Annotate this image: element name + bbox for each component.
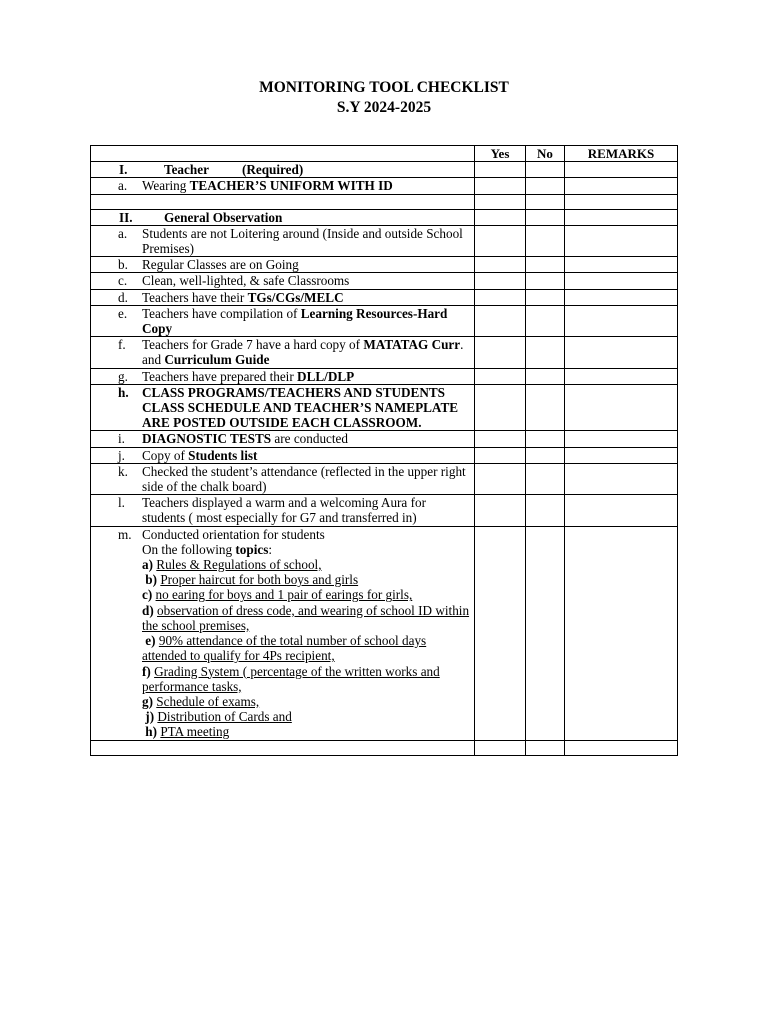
- topic-item: j) Distribution of Cards and: [145, 709, 292, 725]
- remarks-cell[interactable]: [565, 495, 678, 526]
- table-row: [91, 257, 678, 273]
- item-text: Wearing TEACHER’S UNIFORM WITH ID: [142, 178, 393, 194]
- item-label: k.: [118, 463, 128, 479]
- item-text: Teachers for Grade 7 have a hard copy of MATATAG Curr. and Curriculum Guide: [142, 337, 464, 368]
- item-text: Clean, well-lighted, & safe Classrooms: [142, 273, 350, 289]
- remarks-cell[interactable]: [565, 368, 678, 384]
- section-title: Teacher (Required): [164, 162, 304, 178]
- remarks-cell[interactable]: [565, 225, 678, 256]
- item-text: Students are not Loitering around (Inside and outside School Premises): [142, 225, 463, 257]
- school-year: S.Y 2024-2025: [336, 99, 432, 116]
- remarks-cell[interactable]: [565, 162, 678, 178]
- yes-cell[interactable]: [475, 209, 526, 225]
- table-row: [91, 495, 678, 526]
- no-column-header: No: [526, 146, 565, 162]
- remarks-cell[interactable]: [565, 194, 678, 209]
- no-cell[interactable]: [526, 162, 565, 178]
- no-cell[interactable]: [526, 209, 565, 225]
- topic-item: g) Schedule of exams,: [142, 693, 260, 709]
- table-row: [91, 368, 678, 384]
- item-text: Teachers have their TGs/CGs/MELC: [142, 289, 344, 305]
- blank-row: [91, 194, 678, 209]
- item-text: DIAGNOSTIC TESTS are conducted: [142, 431, 349, 447]
- no-cell[interactable]: [526, 225, 565, 256]
- table-row: [91, 384, 678, 431]
- item-text: Teachers have compilation of Learning Resources-Hard Copy: [142, 305, 448, 337]
- section-numeral: I.: [119, 162, 128, 178]
- remarks-cell[interactable]: [565, 273, 678, 289]
- section-row: [91, 209, 678, 225]
- yes-cell[interactable]: [475, 495, 526, 526]
- topic-item: f) Grading System ( percentage of the written works and performance tasks,: [142, 663, 440, 694]
- no-cell[interactable]: [526, 178, 565, 194]
- topic-item: d) observation of dress code, and wearing of school ID within the school premises,: [142, 602, 470, 633]
- table-row: [91, 289, 678, 305]
- no-cell[interactable]: [526, 495, 565, 526]
- remarks-cell[interactable]: [565, 463, 678, 494]
- yes-cell[interactable]: [475, 257, 526, 273]
- item-label: c.: [118, 273, 128, 289]
- item-label: h.: [118, 384, 129, 400]
- section-title: General Observation: [164, 209, 283, 225]
- no-cell[interactable]: [526, 526, 565, 740]
- item-column-header: [91, 146, 475, 162]
- topic-item: c) no earing for boys and 1 pair of earings for girls,: [142, 587, 413, 603]
- header-row: [91, 146, 678, 162]
- item-label: m.: [118, 526, 132, 542]
- item-label: g.: [118, 368, 128, 384]
- item-text: [142, 527, 474, 740]
- remarks-cell[interactable]: [565, 447, 678, 463]
- no-cell[interactable]: [526, 463, 565, 494]
- remarks-cell[interactable]: [565, 305, 678, 336]
- section-numeral: II.: [119, 209, 133, 225]
- remarks-cell[interactable]: [565, 178, 678, 194]
- remarks-cell[interactable]: [565, 289, 678, 305]
- table-row: [91, 526, 678, 740]
- table-row: [91, 273, 678, 289]
- yes-cell[interactable]: [475, 289, 526, 305]
- yes-cell[interactable]: [475, 225, 526, 256]
- yes-column-header: Yes: [475, 146, 526, 162]
- table-row: [91, 225, 678, 256]
- item-text: Copy of Students list: [142, 447, 258, 463]
- no-cell[interactable]: [526, 257, 565, 273]
- yes-cell[interactable]: [475, 526, 526, 740]
- remarks-cell[interactable]: [565, 384, 678, 431]
- yes-cell[interactable]: [475, 162, 526, 178]
- yes-cell[interactable]: [475, 740, 526, 755]
- section-row: [91, 162, 678, 178]
- remarks-cell[interactable]: [565, 257, 678, 273]
- no-cell[interactable]: [526, 289, 565, 305]
- topic-item: h) PTA meeting: [145, 724, 230, 740]
- item-text: Checked the student’s attendance (reflected in the upper right side of the chalk board): [142, 463, 466, 495]
- topics-intro: On the following topics:: [142, 541, 273, 557]
- item-label: i.: [118, 431, 125, 447]
- remarks-cell[interactable]: [565, 526, 678, 740]
- remarks-cell[interactable]: [565, 209, 678, 225]
- yes-cell[interactable]: [475, 447, 526, 463]
- remarks-cell[interactable]: [565, 431, 678, 447]
- item-label: a.: [118, 178, 128, 194]
- yes-cell[interactable]: [475, 384, 526, 431]
- no-cell[interactable]: [526, 447, 565, 463]
- no-cell[interactable]: [526, 368, 565, 384]
- topic-item: a) Rules & Regulations of school,: [142, 557, 322, 573]
- no-cell[interactable]: [526, 431, 565, 447]
- yes-cell[interactable]: [475, 305, 526, 336]
- no-cell[interactable]: [526, 194, 565, 209]
- item-label: l.: [118, 495, 125, 511]
- yes-cell[interactable]: [475, 178, 526, 194]
- item-text: Teachers displayed a warm and a welcoming Aura for students ( most especially for G7 and transferred in): [142, 495, 426, 526]
- item-label: f.: [118, 337, 126, 353]
- item-label: j.: [118, 447, 125, 463]
- yes-cell[interactable]: [475, 463, 526, 494]
- no-cell[interactable]: [526, 337, 565, 368]
- table-row: [91, 178, 678, 194]
- no-cell[interactable]: [526, 740, 565, 755]
- item-label: a.: [118, 225, 128, 241]
- item-label: e.: [118, 305, 128, 321]
- table-row: [91, 463, 678, 494]
- orientation-line: Conducted orientation for students: [142, 526, 325, 542]
- table-row: [91, 431, 678, 447]
- item-label: d.: [118, 289, 128, 305]
- item-label: b.: [118, 257, 128, 273]
- yes-cell[interactable]: [475, 368, 526, 384]
- topic-item: b) Proper haircut for both boys and girls: [145, 572, 359, 588]
- remarks-cell[interactable]: [565, 337, 678, 368]
- yes-cell[interactable]: [475, 273, 526, 289]
- remarks-cell[interactable]: [565, 740, 678, 755]
- document-title: MONITORING TOOL CHECKLIST: [259, 79, 509, 96]
- no-cell[interactable]: [526, 384, 565, 431]
- item-text: Teachers have prepared their DLL/DLP: [142, 368, 355, 384]
- yes-cell[interactable]: [475, 194, 526, 209]
- remarks-column-header: REMARKS: [565, 146, 678, 162]
- table-row: [91, 447, 678, 463]
- item-text: Regular Classes are on Going: [142, 257, 299, 273]
- no-cell[interactable]: [526, 273, 565, 289]
- checklist-table: [90, 145, 678, 756]
- item-text: CLASS PROGRAMS/TEACHERS AND STUDENTS CLASS SCHEDULE AND TEACHER’S NAMEPLATE ARE POSTED OUTSIDE EACH CLASSROOM.: [142, 384, 459, 431]
- blank-row: [91, 740, 678, 755]
- table-row: [91, 305, 678, 336]
- table-row: [91, 337, 678, 368]
- yes-cell[interactable]: [475, 431, 526, 447]
- no-cell[interactable]: [526, 305, 565, 336]
- topic-item: e) 90% attendance of the total number of school days attended to qualify for 4Ps recipient,: [142, 633, 427, 664]
- yes-cell[interactable]: [475, 337, 526, 368]
